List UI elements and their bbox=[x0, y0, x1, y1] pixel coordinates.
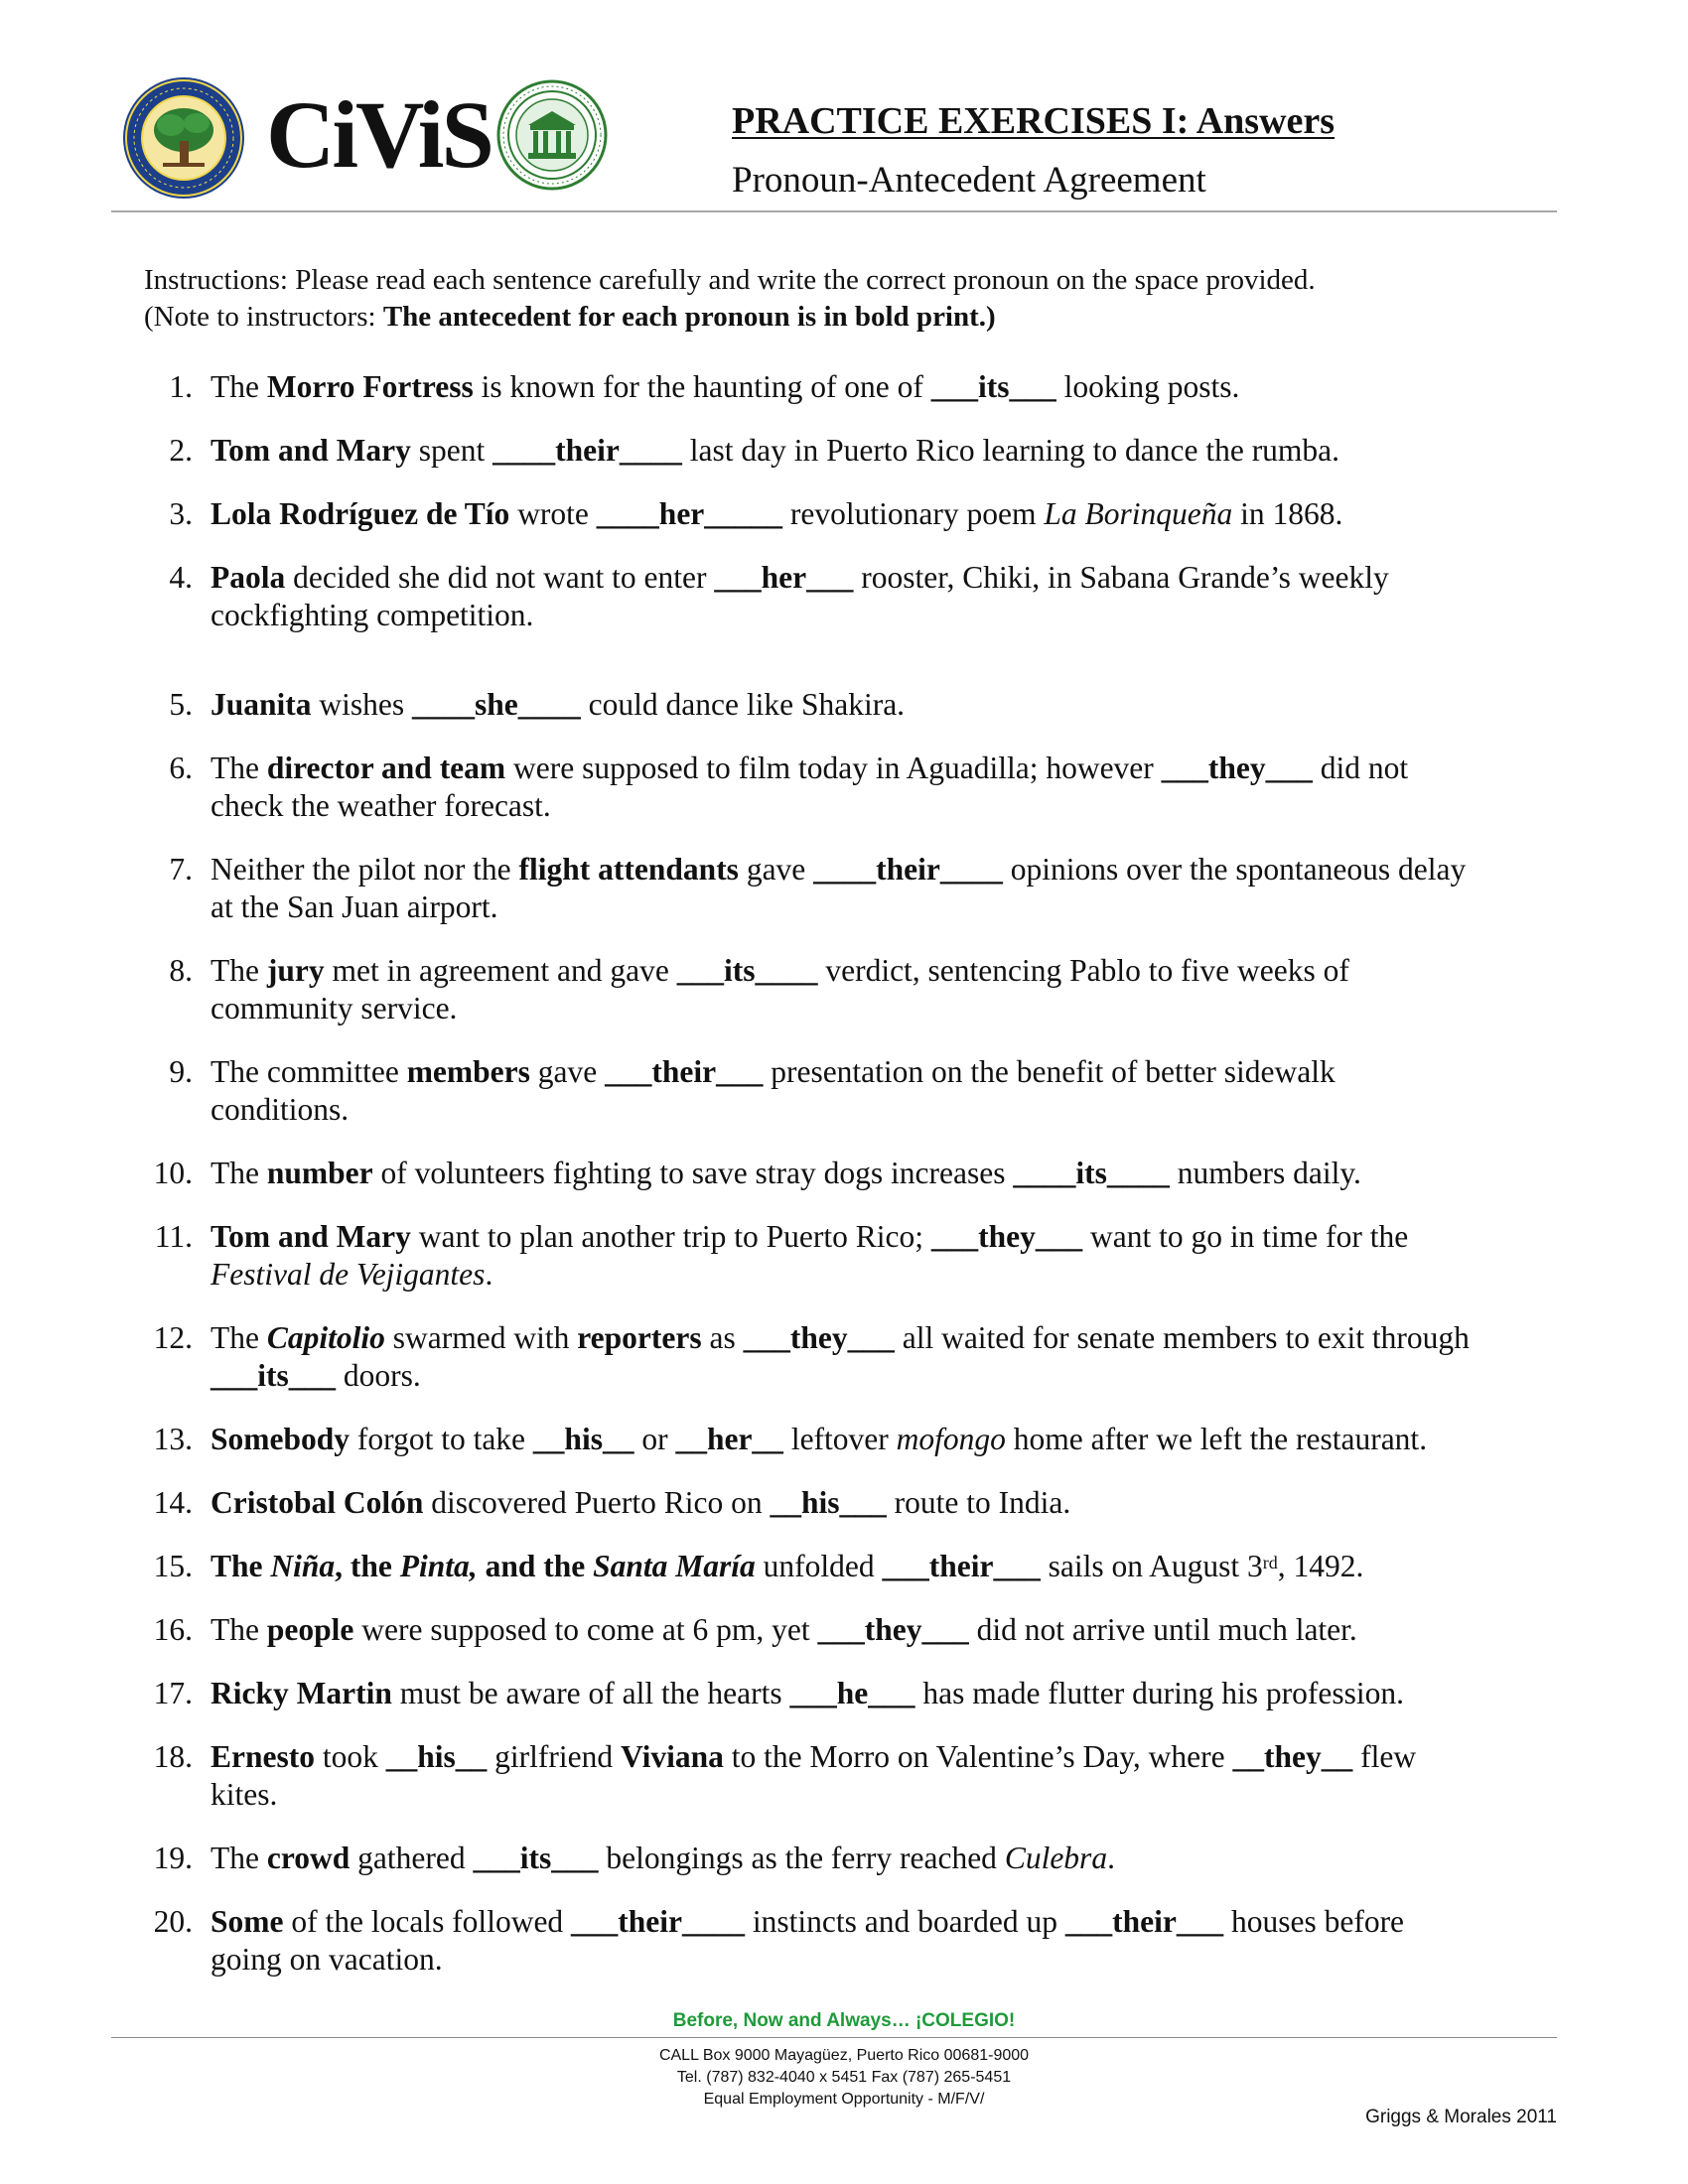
text-segment: Pinta, bbox=[399, 1549, 478, 1583]
exercise-line bbox=[211, 787, 1581, 825]
text-segment: flight attendants bbox=[518, 852, 739, 887]
text-segment: of volunteers fighting to save stray dogs increases bbox=[372, 1156, 1014, 1190]
exercise-line bbox=[211, 1776, 1581, 1814]
exercise-line bbox=[211, 495, 1581, 533]
page-title: PRACTICE EXERCISES I: Answers bbox=[732, 100, 1336, 142]
exercise-line bbox=[211, 990, 1581, 1027]
text-segment: conditions. bbox=[211, 1092, 350, 1127]
text-segment: number bbox=[266, 1156, 373, 1190]
text-segment: sails on August 3 bbox=[1040, 1549, 1263, 1583]
text-segment: Juanita bbox=[211, 687, 312, 722]
text-segment: wishes bbox=[311, 687, 413, 722]
exercise-sentence bbox=[211, 432, 1581, 470]
text-segment: looking posts. bbox=[1055, 369, 1240, 404]
exercise-sentence bbox=[211, 1053, 1581, 1129]
answer-pronoun: ____her_____ bbox=[596, 496, 783, 531]
footer-motto: Before, Now and Always… ¡COLEGIO! bbox=[672, 2010, 1016, 2031]
answer-pronoun: ____its____ bbox=[1013, 1156, 1170, 1190]
text-segment: Tom and Mary bbox=[211, 433, 411, 468]
text-segment: did not bbox=[1312, 751, 1409, 785]
exercise-line bbox=[211, 1611, 1581, 1649]
text-segment: gave bbox=[529, 1054, 606, 1089]
exercise-number: 12. bbox=[153, 1320, 193, 1355]
text-segment: mofongo bbox=[896, 1422, 1006, 1456]
text-segment: home after we left the restaurant. bbox=[1005, 1422, 1428, 1456]
text-segment: Tom and Mary bbox=[211, 1219, 411, 1254]
text-segment: Morro Fortress bbox=[266, 369, 474, 404]
text-segment: last day in Puerto Rico learning to dance the rumba. bbox=[681, 433, 1340, 468]
exercise-sentence bbox=[211, 1548, 1581, 1585]
exercise-sentence bbox=[211, 1611, 1581, 1649]
exercise-number: 8. bbox=[169, 953, 193, 988]
text-segment: The committee bbox=[211, 1054, 407, 1089]
exercise-number: 7. bbox=[169, 852, 193, 887]
text-segment: rooster, Chiki, in Sabana Grande’s weekly bbox=[853, 560, 1389, 595]
eagle-tree-seal-icon bbox=[121, 75, 246, 201]
text-segment: director and team bbox=[266, 751, 506, 785]
instructions bbox=[144, 262, 1316, 336]
text-segment: presentation on the benefit of better sidewalk bbox=[763, 1054, 1336, 1089]
text-segment: The bbox=[211, 1156, 267, 1190]
text-segment: to the Morro on Valentine’s Day, where bbox=[723, 1739, 1233, 1774]
text-segment: discovered Puerto Rico on bbox=[423, 1485, 771, 1520]
exercise-line bbox=[211, 1053, 1581, 1091]
exercise-line bbox=[211, 1548, 1581, 1585]
exercise-line bbox=[211, 1256, 1581, 1294]
exercise-number: 2. bbox=[169, 433, 193, 468]
text-segment: , 1492. bbox=[1277, 1549, 1364, 1583]
text-segment: unfolded bbox=[755, 1549, 883, 1583]
text-segment: girlfriend bbox=[487, 1739, 622, 1774]
text-segment: gave bbox=[738, 852, 814, 887]
text-segment: forgot to take bbox=[350, 1422, 533, 1456]
text-segment: , the bbox=[335, 1549, 400, 1583]
text-segment: The bbox=[211, 1612, 267, 1647]
text-segment: swarmed with bbox=[384, 1320, 578, 1355]
answer-pronoun: ___he___ bbox=[789, 1676, 915, 1710]
answer-pronoun: ___they___ bbox=[817, 1612, 969, 1647]
exercise-sentence bbox=[211, 1675, 1581, 1712]
answer-pronoun: __her__ bbox=[675, 1422, 783, 1456]
exercise-number: 13. bbox=[153, 1422, 193, 1456]
text-segment: crowd bbox=[266, 1841, 351, 1875]
text-segment: Festival de Vejigantes bbox=[211, 1257, 486, 1292]
text-segment: opinions over the spontaneous delay bbox=[1002, 852, 1467, 887]
author-credit: Griggs & Morales 2011 bbox=[1365, 2107, 1557, 2127]
exercise-sentence bbox=[211, 368, 1581, 406]
text-segment: The bbox=[211, 369, 267, 404]
text-segment: Ricky Martin bbox=[211, 1676, 392, 1710]
text-segment: Lola Rodríguez de Tío bbox=[211, 496, 510, 531]
text-segment: must be aware of all the hearts bbox=[391, 1676, 790, 1710]
answer-pronoun: __his__ bbox=[385, 1739, 488, 1774]
footer-contact bbox=[0, 2045, 1688, 2111]
exercise-number: 20. bbox=[153, 1904, 193, 1939]
exercise-line bbox=[211, 1840, 1581, 1877]
civis-logo: CiViS bbox=[266, 81, 492, 188]
text-segment: . bbox=[1107, 1841, 1115, 1875]
exercise-sentence bbox=[211, 851, 1581, 926]
department-of-education-seal bbox=[121, 75, 246, 201]
text-segment: as bbox=[701, 1320, 744, 1355]
text-segment: kites. bbox=[211, 1777, 278, 1812]
answer-pronoun: ___its___ bbox=[473, 1841, 599, 1875]
answer-pronoun: ___its____ bbox=[676, 953, 818, 988]
answer-pronoun: ___their___ bbox=[1064, 1904, 1224, 1939]
exercise-number: 5. bbox=[169, 687, 193, 722]
text-segment: at the San Juan airport. bbox=[211, 889, 498, 924]
exercise-sentence bbox=[211, 1903, 1581, 1979]
answer-pronoun: ___they___ bbox=[1161, 751, 1313, 785]
answer-pronoun: ___her___ bbox=[714, 560, 854, 595]
answer-pronoun: __his__ bbox=[532, 1422, 634, 1456]
text-segment: revolutionary poem bbox=[782, 496, 1045, 531]
text-segment: were supposed to film today in Aguadilla; however bbox=[505, 751, 1162, 785]
exercise-line bbox=[211, 432, 1581, 470]
text-segment: Somebody bbox=[211, 1422, 351, 1456]
exercise-sentence bbox=[211, 1738, 1581, 1814]
instructions-note-bold: The antecedent for each pronoun is in bold print.) bbox=[382, 301, 996, 333]
text-segment: were supposed to come at 6 pm, yet bbox=[353, 1612, 818, 1647]
answer-pronoun: __they__ bbox=[1232, 1739, 1353, 1774]
university-seal bbox=[496, 79, 608, 191]
answer-pronoun: ____their____ bbox=[492, 433, 682, 468]
text-segment: leftover bbox=[782, 1422, 897, 1456]
exercise-line bbox=[211, 1155, 1581, 1192]
exercise-number: 4. bbox=[169, 560, 193, 595]
instructions-line-2 bbox=[144, 299, 1316, 336]
answer-pronoun: ___its___ bbox=[211, 1358, 336, 1393]
exercise-sentence bbox=[211, 1421, 1581, 1458]
answer-pronoun: ___their___ bbox=[882, 1549, 1041, 1583]
text-segment: is known for the haunting of one of bbox=[473, 369, 931, 404]
text-segment: people bbox=[266, 1612, 354, 1647]
exercise-number: 3. bbox=[169, 496, 193, 531]
building-seal-icon bbox=[496, 79, 608, 191]
text-segment: flew bbox=[1352, 1739, 1417, 1774]
exercise-number: 9. bbox=[169, 1054, 193, 1089]
exercise-sentence bbox=[211, 1484, 1581, 1522]
answer-pronoun: ____she____ bbox=[412, 687, 581, 722]
text-segment: instincts and boarded up bbox=[745, 1904, 1065, 1939]
exercise-sentence bbox=[211, 1218, 1581, 1294]
exercise-number: 1. bbox=[169, 369, 193, 404]
answer-pronoun: ___they___ bbox=[743, 1320, 895, 1355]
text-segment: decided she did not want to enter bbox=[285, 560, 715, 595]
footer-address: CALL Box 9000 Mayagüez, Puerto Rico 00681-9000 bbox=[658, 2047, 1030, 2064]
text-segment: or bbox=[633, 1422, 676, 1456]
exercise-line bbox=[211, 1357, 1581, 1395]
text-segment: going on vacation. bbox=[211, 1942, 443, 1977]
exercise-number: 15. bbox=[153, 1549, 193, 1583]
text-segment: doors. bbox=[336, 1358, 421, 1393]
text-segment: jury bbox=[266, 953, 325, 988]
exercise-sentence bbox=[211, 1840, 1581, 1877]
text-segment: Capitolio bbox=[266, 1320, 385, 1355]
text-segment: has made flutter during his profession. bbox=[914, 1676, 1404, 1710]
text-segment: took bbox=[315, 1739, 386, 1774]
footer-divider bbox=[111, 2037, 1557, 2038]
exercise-number: 10. bbox=[153, 1156, 193, 1190]
text-segment: La Borinqueña bbox=[1044, 496, 1233, 531]
exercise-sentence bbox=[211, 1319, 1581, 1395]
text-segment: did not arrive until much later. bbox=[968, 1612, 1357, 1647]
exercise-number: 14. bbox=[153, 1485, 193, 1520]
exercise-line bbox=[211, 750, 1581, 787]
exercise-line bbox=[211, 1091, 1581, 1129]
text-segment: numbers daily. bbox=[1169, 1156, 1361, 1190]
exercise-number: 17. bbox=[153, 1676, 193, 1710]
footer-eeo: Equal Employment Opportunity - M/F/V/ bbox=[703, 2091, 985, 2108]
text-segment: cockfighting competition. bbox=[211, 598, 534, 632]
answer-pronoun: ____their____ bbox=[813, 852, 1003, 887]
text-segment: Santa María bbox=[593, 1549, 756, 1583]
exercise-line bbox=[211, 597, 1581, 634]
text-segment: Viviana bbox=[621, 1739, 724, 1774]
exercise-sentence bbox=[211, 495, 1581, 533]
text-segment: met in agreement and gave bbox=[324, 953, 677, 988]
text-segment: Niña bbox=[270, 1549, 336, 1583]
text-segment: reporters bbox=[577, 1320, 702, 1355]
text-segment: and the bbox=[477, 1549, 594, 1583]
exercise-sentence bbox=[211, 559, 1581, 634]
exercise-sentence bbox=[211, 750, 1581, 825]
exercise-sentence bbox=[211, 686, 1581, 724]
exercise-sentence bbox=[211, 1155, 1581, 1192]
exercise-number: 6. bbox=[169, 751, 193, 785]
text-segment: members bbox=[406, 1054, 530, 1089]
text-segment: Some bbox=[211, 1904, 284, 1939]
exercise-line bbox=[211, 1675, 1581, 1712]
footer-phone: Tel. (787) 832-4040 x 5451 Fax (787) 265-5451 bbox=[676, 2069, 1012, 2086]
text-segment: Cristobal Colón bbox=[211, 1485, 424, 1520]
page-subtitle: Pronoun-Antecedent Agreement bbox=[732, 160, 1206, 201]
exercise-number: 16. bbox=[153, 1612, 193, 1647]
answer-pronoun: ___their____ bbox=[571, 1904, 746, 1939]
exercise-sentence bbox=[211, 952, 1581, 1027]
text-segment: belongings as the ferry reached bbox=[598, 1841, 1005, 1875]
exercise-number: 19. bbox=[153, 1841, 193, 1875]
exercise-line bbox=[211, 559, 1581, 597]
text-segment: route to India. bbox=[886, 1485, 1071, 1520]
text-segment: wrote bbox=[509, 496, 597, 531]
exercise-line bbox=[211, 1941, 1581, 1979]
exercise-number: 11. bbox=[154, 1219, 193, 1254]
exercise-number: 18. bbox=[153, 1739, 193, 1774]
text-segment: all waited for senate members to exit through bbox=[894, 1320, 1470, 1355]
text-segment: gathered bbox=[350, 1841, 474, 1875]
text-segment: could dance like Shakira. bbox=[580, 687, 906, 722]
exercise-line bbox=[211, 1738, 1581, 1776]
instructions-line-1: Instructions: Please read each sentence carefully and write the correct pronoun on the space provided. bbox=[144, 264, 1316, 296]
answer-pronoun: ___they___ bbox=[930, 1219, 1083, 1254]
instructions-note: (Note to instructors: bbox=[144, 301, 383, 333]
text-segment: spent bbox=[410, 433, 493, 468]
text-segment: want to go in time for the bbox=[1082, 1219, 1409, 1254]
page-header bbox=[0, 0, 1688, 213]
text-segment: The bbox=[211, 1549, 271, 1583]
exercise-line bbox=[211, 1319, 1581, 1357]
text-segment: of the locals followed bbox=[283, 1904, 572, 1939]
text-segment: The bbox=[211, 751, 267, 785]
exercise-line bbox=[211, 1218, 1581, 1256]
text-segment: verdict, sentencing Pablo to five weeks of bbox=[817, 953, 1349, 988]
answer-pronoun: __his___ bbox=[770, 1485, 887, 1520]
exercise-line bbox=[211, 1421, 1581, 1458]
text-segment: community service. bbox=[211, 991, 458, 1025]
text-segment: in 1868. bbox=[1232, 496, 1343, 531]
text-segment: The bbox=[211, 1841, 267, 1875]
exercise-line bbox=[211, 1903, 1581, 1941]
text-segment: Neither the pilot nor the bbox=[211, 852, 519, 887]
exercise-line bbox=[211, 368, 1581, 406]
text-segment: houses before bbox=[1223, 1904, 1405, 1939]
exercise-line bbox=[211, 1484, 1581, 1522]
header-divider bbox=[111, 210, 1557, 212]
exercise-line bbox=[211, 952, 1581, 990]
text-segment: The bbox=[211, 1320, 267, 1355]
exercise-line bbox=[211, 851, 1581, 888]
text-segment: Ernesto bbox=[211, 1739, 315, 1774]
text-segment: check the weather forecast. bbox=[211, 788, 551, 823]
text-segment: The bbox=[211, 953, 267, 988]
answer-pronoun: ___its___ bbox=[930, 369, 1056, 404]
answer-pronoun: ___their___ bbox=[605, 1054, 764, 1089]
text-segment: rd bbox=[1262, 1553, 1278, 1572]
text-segment: . bbox=[485, 1257, 493, 1292]
text-segment: Paola bbox=[211, 560, 286, 595]
text-segment: Culebra bbox=[1004, 1841, 1108, 1875]
exercise-line bbox=[211, 888, 1581, 926]
exercise-line bbox=[211, 686, 1581, 724]
text-segment: want to plan another trip to Puerto Rico; bbox=[410, 1219, 931, 1254]
